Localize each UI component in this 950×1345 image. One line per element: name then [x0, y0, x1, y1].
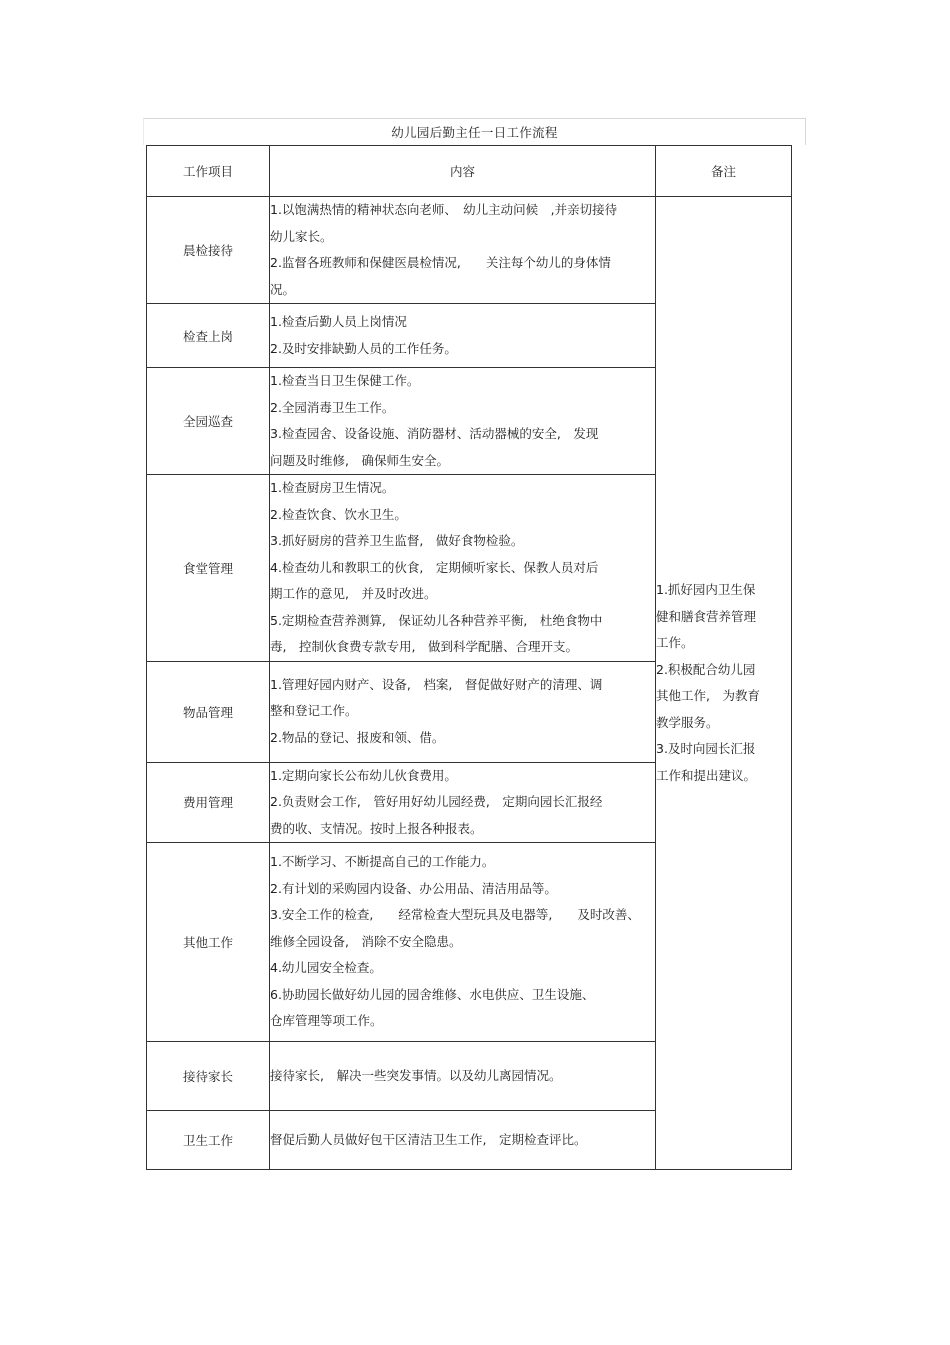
work-item-cell: 费用管理 — [147, 762, 270, 843]
work-item-cell: 全园巡查 — [147, 368, 270, 475]
work-content-cell — [270, 304, 656, 368]
document-title: 幼儿园后勤主任一日工作流程 — [391, 125, 558, 140]
content-line: 6.协助园长做好幼儿园的园舍维修、水电供应、卫生设施、 — [270, 986, 595, 1002]
header-content: 内容 — [270, 146, 656, 197]
content-line: 2.监督各班教师和保健医晨检情况, 关注每个幼儿的身体情 — [270, 255, 611, 270]
content-line: 3.安全工作的检查, 经常检查大型玩具及电器等, 及时改善、 — [270, 907, 640, 923]
remark-line: 健和膳食营养管理 — [656, 608, 757, 624]
work-content-cell — [270, 475, 656, 662]
content-line: 4.检查幼儿和教职工的伙食, 定期倾听家长、保教人员对后 — [270, 559, 599, 575]
table-row — [147, 197, 792, 304]
work-content-cell — [270, 661, 656, 762]
content-line: 1.以饱满热情的精神状态向老师、 幼儿主动问候 ,并亲切接待 — [270, 202, 618, 217]
work-item-cell: 晨检接待 — [147, 197, 270, 304]
content-line: 5.定期检查营养测算, 保证幼儿各种营养平衡, 杜绝食物中 — [270, 612, 603, 628]
content-line: 2.及时安排缺勤人员的工作任务。 — [270, 340, 457, 356]
content-line: 2.检查饮食、饮水卫生。 — [270, 506, 407, 522]
work-item-cell: 其他工作 — [147, 843, 270, 1042]
remark-line: 1.抓好园内卫生保 — [656, 582, 756, 597]
remarks-cell — [656, 197, 792, 1170]
table-header-row — [147, 146, 792, 197]
content-line: 毒, 控制伙食费专款专用, 做到科学配膳、合理开支。 — [270, 639, 578, 654]
content-line: 1.检查厨房卫生情况。 — [270, 480, 395, 495]
remark-line: 工作。 — [656, 635, 694, 650]
work-content-cell — [270, 1111, 656, 1170]
work-content-cell — [270, 197, 656, 304]
content-line: 1.定期向家长公布幼儿伙食费用。 — [270, 767, 457, 783]
work-content-cell — [270, 762, 656, 843]
content-line: 维修全园设备, 消除不安全隐患。 — [270, 933, 462, 949]
content-line: 幼儿家长。 — [270, 228, 333, 244]
workflow-table — [146, 145, 792, 1170]
content-line: 2.全园消毒卫生工作。 — [270, 399, 395, 415]
work-item-cell: 卫生工作 — [147, 1111, 270, 1170]
content-line: 2.物品的登记、报废和领、借。 — [270, 729, 445, 745]
content-line: 4.幼儿园安全检查。 — [270, 960, 382, 976]
header-item: 工作项目 — [147, 146, 270, 197]
content-line: 2.有计划的采购园内设备、办公用品、清洁用品等。 — [270, 880, 557, 896]
work-item-cell: 接待家长 — [147, 1042, 270, 1111]
remark-line: 2.积极配合幼儿园 — [656, 661, 756, 677]
work-content-cell — [270, 368, 656, 475]
remark-line: 3.及时向园长汇报 — [656, 741, 756, 756]
content-line: 督促后勤人员做好包干区清洁卫生工作, 定期检查评比。 — [270, 1131, 587, 1147]
content-line: 1.检查后勤人员上岗情况 — [270, 314, 407, 329]
content-line: 1.不断学习、不断提高自己的工作能力。 — [270, 854, 495, 870]
content-line: 况。 — [270, 281, 296, 297]
content-line: 费的收、支情况。按时上报各种报表。 — [270, 820, 483, 836]
work-item-cell: 物品管理 — [147, 661, 270, 762]
remark-line: 工作和提出建议。 — [656, 767, 757, 783]
remark-line: 其他工作, 为教育 — [656, 688, 760, 703]
remark-line: 教学服务。 — [656, 714, 719, 730]
content-line: 2.负责财会工作, 管好用好幼儿园经费, 定期向园长汇报经 — [270, 794, 603, 809]
content-line: 接待家长, 解决一些突发事情。以及幼儿离园情况。 — [270, 1067, 562, 1083]
work-item-cell: 食堂管理 — [147, 475, 270, 662]
content-line: 3.抓好厨房的营养卫生监督, 做好食物检验。 — [270, 533, 524, 548]
work-item-cell: 检查上岗 — [147, 304, 270, 368]
content-line: 期工作的意见, 并及时改进。 — [270, 586, 437, 601]
content-line: 3.检查园舍、设备设施、消防器材、活动器械的安全, 发现 — [270, 426, 599, 441]
header-note: 备注 — [656, 146, 792, 197]
work-content-cell — [270, 843, 656, 1042]
work-content-cell — [270, 1042, 656, 1111]
content-line: 仓库管理等项工作。 — [270, 1013, 383, 1029]
content-line: 1.检查当日卫生保健工作。 — [270, 373, 420, 388]
content-line: 1.管理好园内财产、设备, 档案, 督促做好财产的清理、调 — [270, 676, 603, 692]
content-line: 问题及时维修, 确保师生安全。 — [270, 452, 449, 468]
content-line: 整和登记工作。 — [270, 703, 358, 719]
